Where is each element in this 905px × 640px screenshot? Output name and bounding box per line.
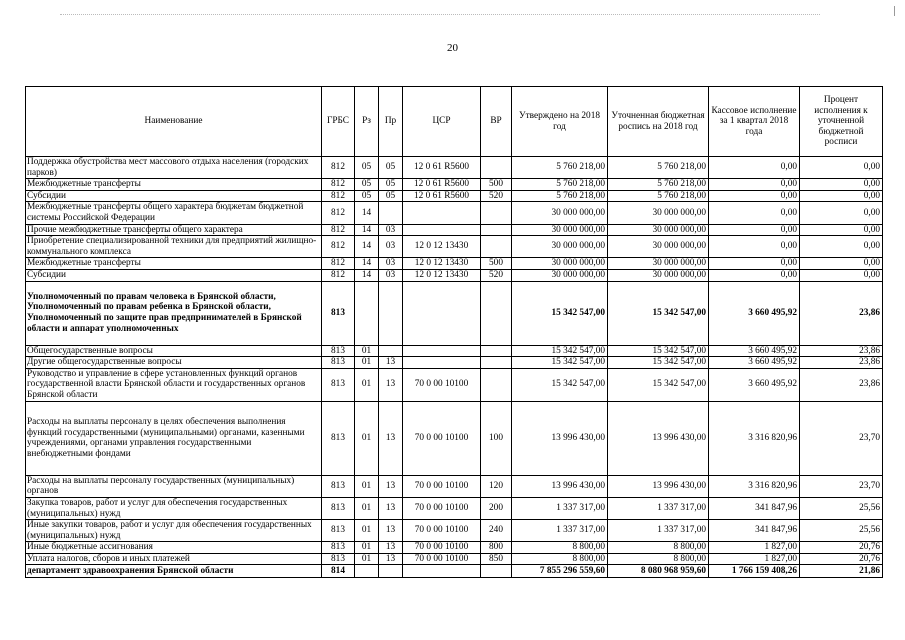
cell-grbs: 813 [322, 553, 355, 565]
cell-approved: 5 760 218,00 [512, 157, 608, 179]
cell-name: Межбюджетные трансферты общего характера бюджетам бюджетной системы Российской Федерации [26, 202, 322, 224]
cell-refined: 8 080 968 959,60 [608, 565, 709, 578]
cell-refined: 15 342 547,00 [608, 345, 709, 357]
header-cash: Кассовое исполнение за 1 квартал 2018 года [709, 87, 800, 157]
cell-pr: 13 [379, 475, 403, 497]
cell-name: Субсидии [26, 269, 322, 281]
cell-rz: 14 [355, 236, 379, 258]
cell-csr: 70 0 00 10100 [403, 542, 481, 554]
cell-vr [481, 157, 512, 179]
cell-csr: 12 0 12 13430 [403, 269, 481, 281]
cell-grbs: 812 [322, 224, 355, 236]
cell-cash: 0,00 [709, 224, 800, 236]
cell-vr: 100 [481, 401, 512, 475]
cell-refined: 1 337 317,00 [608, 520, 709, 542]
cell-name: Поддержка обустройства мест массового отдыха населения (городских парков) [26, 157, 322, 179]
cell-vr [481, 368, 512, 401]
scan-noise-line [60, 14, 820, 16]
cell-cash: 1 766 159 408,26 [709, 565, 800, 578]
table-row [26, 224, 883, 236]
cell-cash: 0,00 [709, 179, 800, 191]
page-number: 20 [447, 42, 458, 54]
cell-name: Уполномоченный по правам человека в Брянской области, Уполномоченный по правам ребенка в Брянской области, Уполномоченный по защите прав предпринимателей в Брянской области и аппарат уполномоченных [26, 281, 322, 345]
cell-approved: 15 342 547,00 [512, 345, 608, 357]
cell-rz [355, 281, 379, 345]
cell-grbs: 812 [322, 202, 355, 224]
cell-grbs: 813 [322, 357, 355, 369]
table-row [26, 553, 883, 565]
cell-csr [403, 202, 481, 224]
cell-csr: 12 0 61 R5600 [403, 190, 481, 202]
cell-vr: 520 [481, 269, 512, 281]
cell-percent: 23,86 [800, 281, 883, 345]
scan-edge-mark [894, 6, 895, 16]
cell-csr [403, 345, 481, 357]
cell-vr: 120 [481, 475, 512, 497]
cell-approved: 30 000 000,00 [512, 269, 608, 281]
cell-cash: 1 827,00 [709, 542, 800, 554]
cell-name: Закупка товаров, работ и услуг для обеспечения государственных (муниципальных) нужд [26, 497, 322, 519]
table-row [26, 475, 883, 497]
cell-rz: 01 [355, 542, 379, 554]
cell-cash: 0,00 [709, 157, 800, 179]
cell-pr: 03 [379, 258, 403, 270]
cell-grbs: 812 [322, 157, 355, 179]
cell-name: Расходы на выплаты персоналу в целях обеспечения выполнения функций государственными (муниципальными) органами, казенными учреждениями, органами управления государственными внебюджетными фондами [26, 401, 322, 475]
cell-cash: 3 660 495,92 [709, 345, 800, 357]
cell-pr: 05 [379, 190, 403, 202]
cell-approved: 13 996 430,00 [512, 401, 608, 475]
table-row [26, 565, 883, 578]
cell-vr: 200 [481, 497, 512, 519]
header-name: Наименование [26, 87, 322, 157]
cell-grbs: 813 [322, 368, 355, 401]
table-row [26, 368, 883, 401]
cell-grbs: 812 [322, 190, 355, 202]
cell-grbs: 813 [322, 401, 355, 475]
cell-refined: 5 760 218,00 [608, 157, 709, 179]
cell-percent: 23,86 [800, 357, 883, 369]
cell-rz: 05 [355, 179, 379, 191]
cell-percent: 0,00 [800, 269, 883, 281]
cell-refined: 13 996 430,00 [608, 401, 709, 475]
cell-refined: 30 000 000,00 [608, 224, 709, 236]
table-row [26, 497, 883, 519]
cell-grbs: 813 [322, 542, 355, 554]
cell-csr: 12 0 61 R5600 [403, 157, 481, 179]
cell-cash: 0,00 [709, 190, 800, 202]
cell-rz: 01 [355, 520, 379, 542]
cell-rz: 14 [355, 258, 379, 270]
cell-cash: 0,00 [709, 269, 800, 281]
cell-vr [481, 357, 512, 369]
cell-csr: 70 0 00 10100 [403, 553, 481, 565]
table-body [26, 157, 883, 578]
header-rz: Рз [355, 87, 379, 157]
cell-percent: 21,86 [800, 565, 883, 578]
cell-percent: 0,00 [800, 224, 883, 236]
cell-approved: 1 337 317,00 [512, 520, 608, 542]
cell-approved: 15 342 547,00 [512, 281, 608, 345]
header-csr: ЦСР [403, 87, 481, 157]
cell-cash: 341 847,96 [709, 497, 800, 519]
cell-approved: 15 342 547,00 [512, 368, 608, 401]
cell-approved: 30 000 000,00 [512, 258, 608, 270]
header-refined: Уточненная бюджетная роспись на 2018 год [608, 87, 709, 157]
cell-csr: 70 0 00 10100 [403, 368, 481, 401]
cell-refined: 5 760 218,00 [608, 190, 709, 202]
cell-percent: 0,00 [800, 157, 883, 179]
table-row [26, 520, 883, 542]
cell-refined: 8 800,00 [608, 553, 709, 565]
cell-approved: 30 000 000,00 [512, 202, 608, 224]
header-vr: ВР [481, 87, 512, 157]
table-row [26, 269, 883, 281]
cell-vr: 850 [481, 553, 512, 565]
cell-refined: 30 000 000,00 [608, 202, 709, 224]
cell-vr [481, 345, 512, 357]
cell-pr: 13 [379, 497, 403, 519]
cell-csr [403, 565, 481, 578]
cell-percent: 0,00 [800, 236, 883, 258]
cell-pr: 13 [379, 542, 403, 554]
cell-pr: 03 [379, 269, 403, 281]
cell-grbs: 812 [322, 236, 355, 258]
cell-name: Расходы на выплаты персоналу государственных (муниципальных) органов [26, 475, 322, 497]
cell-vr [481, 224, 512, 236]
cell-approved: 7 855 296 559,60 [512, 565, 608, 578]
cell-refined: 5 760 218,00 [608, 179, 709, 191]
cell-name: Иные бюджетные ассигнования [26, 542, 322, 554]
cell-name: Межбюджетные трансферты [26, 179, 322, 191]
cell-vr [481, 281, 512, 345]
cell-approved: 5 760 218,00 [512, 179, 608, 191]
cell-cash: 341 847,96 [709, 520, 800, 542]
cell-rz: 01 [355, 553, 379, 565]
table-row [26, 236, 883, 258]
cell-rz: 05 [355, 190, 379, 202]
cell-grbs: 814 [322, 565, 355, 578]
cell-pr: 13 [379, 520, 403, 542]
cell-vr: 240 [481, 520, 512, 542]
cell-rz: 01 [355, 357, 379, 369]
cell-cash: 3 316 820,96 [709, 475, 800, 497]
table-row [26, 202, 883, 224]
cell-cash: 0,00 [709, 202, 800, 224]
cell-percent: 25,56 [800, 520, 883, 542]
cell-approved: 13 996 430,00 [512, 475, 608, 497]
cell-name: Иные закупки товаров, работ и услуг для обеспечения государственных (муниципальных) нужд [26, 520, 322, 542]
cell-rz [355, 565, 379, 578]
cell-approved: 5 760 218,00 [512, 190, 608, 202]
table-row [26, 157, 883, 179]
cell-pr: 03 [379, 224, 403, 236]
table-row [26, 357, 883, 369]
cell-percent: 20,76 [800, 542, 883, 554]
cell-grbs: 813 [322, 345, 355, 357]
cell-refined: 1 337 317,00 [608, 497, 709, 519]
cell-vr: 800 [481, 542, 512, 554]
cell-name: Руководство и управление в сфере установленных функций органов государственной власти Брянской области и государственных органов Брянской области [26, 368, 322, 401]
cell-name: Межбюджетные трансферты [26, 258, 322, 270]
cell-rz: 01 [355, 475, 379, 497]
cell-rz: 05 [355, 157, 379, 179]
cell-refined: 13 996 430,00 [608, 475, 709, 497]
cell-cash: 0,00 [709, 236, 800, 258]
table-row [26, 345, 883, 357]
header-percent: Процент исполнения к уточненной бюджетной росписи [800, 87, 883, 157]
cell-csr: 70 0 00 10100 [403, 475, 481, 497]
cell-rz: 01 [355, 497, 379, 519]
cell-csr: 12 0 12 13430 [403, 258, 481, 270]
table-row [26, 281, 883, 345]
cell-grbs: 813 [322, 520, 355, 542]
cell-percent: 0,00 [800, 190, 883, 202]
cell-percent: 0,00 [800, 179, 883, 191]
header-pr: Пр [379, 87, 403, 157]
cell-vr [481, 565, 512, 578]
table-row [26, 190, 883, 202]
cell-name: Уплата налогов, сборов и иных платежей [26, 553, 322, 565]
cell-grbs: 813 [322, 475, 355, 497]
cell-csr [403, 357, 481, 369]
cell-percent: 20,76 [800, 553, 883, 565]
cell-csr: 70 0 00 10100 [403, 401, 481, 475]
cell-pr: 13 [379, 401, 403, 475]
cell-grbs: 813 [322, 281, 355, 345]
cell-cash: 3 660 495,92 [709, 357, 800, 369]
cell-vr [481, 236, 512, 258]
cell-refined: 8 800,00 [608, 542, 709, 554]
cell-grbs: 812 [322, 258, 355, 270]
cell-percent: 0,00 [800, 258, 883, 270]
cell-approved: 8 800,00 [512, 542, 608, 554]
cell-cash: 3 660 495,92 [709, 281, 800, 345]
cell-percent: 23,70 [800, 401, 883, 475]
cell-pr: 05 [379, 157, 403, 179]
cell-name: Прочие межбюджетные трансферты общего характера [26, 224, 322, 236]
cell-csr: 70 0 00 10100 [403, 497, 481, 519]
cell-vr: 500 [481, 258, 512, 270]
cell-pr [379, 202, 403, 224]
cell-name: Общегосударственные вопросы [26, 345, 322, 357]
cell-csr: 70 0 00 10100 [403, 520, 481, 542]
cell-name: Другие общегосударственные вопросы [26, 357, 322, 369]
cell-rz: 14 [355, 269, 379, 281]
cell-approved: 1 337 317,00 [512, 497, 608, 519]
cell-vr [481, 202, 512, 224]
cell-refined: 30 000 000,00 [608, 258, 709, 270]
cell-approved: 30 000 000,00 [512, 236, 608, 258]
cell-pr: 13 [379, 368, 403, 401]
cell-percent: 25,56 [800, 497, 883, 519]
cell-csr: 12 0 61 R5600 [403, 179, 481, 191]
cell-pr [379, 565, 403, 578]
cell-vr: 520 [481, 190, 512, 202]
cell-csr [403, 281, 481, 345]
table-header-row [26, 87, 883, 157]
cell-cash: 3 660 495,92 [709, 368, 800, 401]
cell-cash: 1 827,00 [709, 553, 800, 565]
cell-grbs: 812 [322, 269, 355, 281]
cell-refined: 15 342 547,00 [608, 281, 709, 345]
cell-rz: 01 [355, 401, 379, 475]
cell-rz: 14 [355, 202, 379, 224]
cell-cash: 0,00 [709, 258, 800, 270]
table-row [26, 401, 883, 475]
cell-refined: 30 000 000,00 [608, 236, 709, 258]
cell-refined: 15 342 547,00 [608, 357, 709, 369]
cell-pr [379, 345, 403, 357]
cell-name: департамент здравоохранения Брянской области [26, 565, 322, 578]
header-approved: Утверждено на 2018 год [512, 87, 608, 157]
cell-grbs: 812 [322, 179, 355, 191]
cell-pr: 05 [379, 179, 403, 191]
cell-csr [403, 224, 481, 236]
cell-percent: 23,86 [800, 368, 883, 401]
cell-approved: 8 800,00 [512, 553, 608, 565]
table-row [26, 179, 883, 191]
cell-pr: 13 [379, 357, 403, 369]
cell-rz: 01 [355, 368, 379, 401]
header-grbs: ГРБС [322, 87, 355, 157]
cell-name: Приобретение специализированной техники для предприятий жилищно-коммунального комплекса [26, 236, 322, 258]
budget-table [25, 86, 883, 578]
cell-vr: 500 [481, 179, 512, 191]
cell-pr [379, 281, 403, 345]
cell-rz: 14 [355, 224, 379, 236]
table-row [26, 258, 883, 270]
cell-cash: 3 316 820,96 [709, 401, 800, 475]
cell-approved: 15 342 547,00 [512, 357, 608, 369]
table-row [26, 542, 883, 554]
cell-percent: 23,86 [800, 345, 883, 357]
cell-percent: 23,70 [800, 475, 883, 497]
cell-approved: 30 000 000,00 [512, 224, 608, 236]
cell-csr: 12 0 12 13430 [403, 236, 481, 258]
cell-pr: 13 [379, 553, 403, 565]
cell-grbs: 813 [322, 497, 355, 519]
cell-percent: 0,00 [800, 202, 883, 224]
cell-name: Субсидии [26, 190, 322, 202]
cell-pr: 03 [379, 236, 403, 258]
cell-rz: 01 [355, 345, 379, 357]
cell-refined: 15 342 547,00 [608, 368, 709, 401]
cell-refined: 30 000 000,00 [608, 269, 709, 281]
